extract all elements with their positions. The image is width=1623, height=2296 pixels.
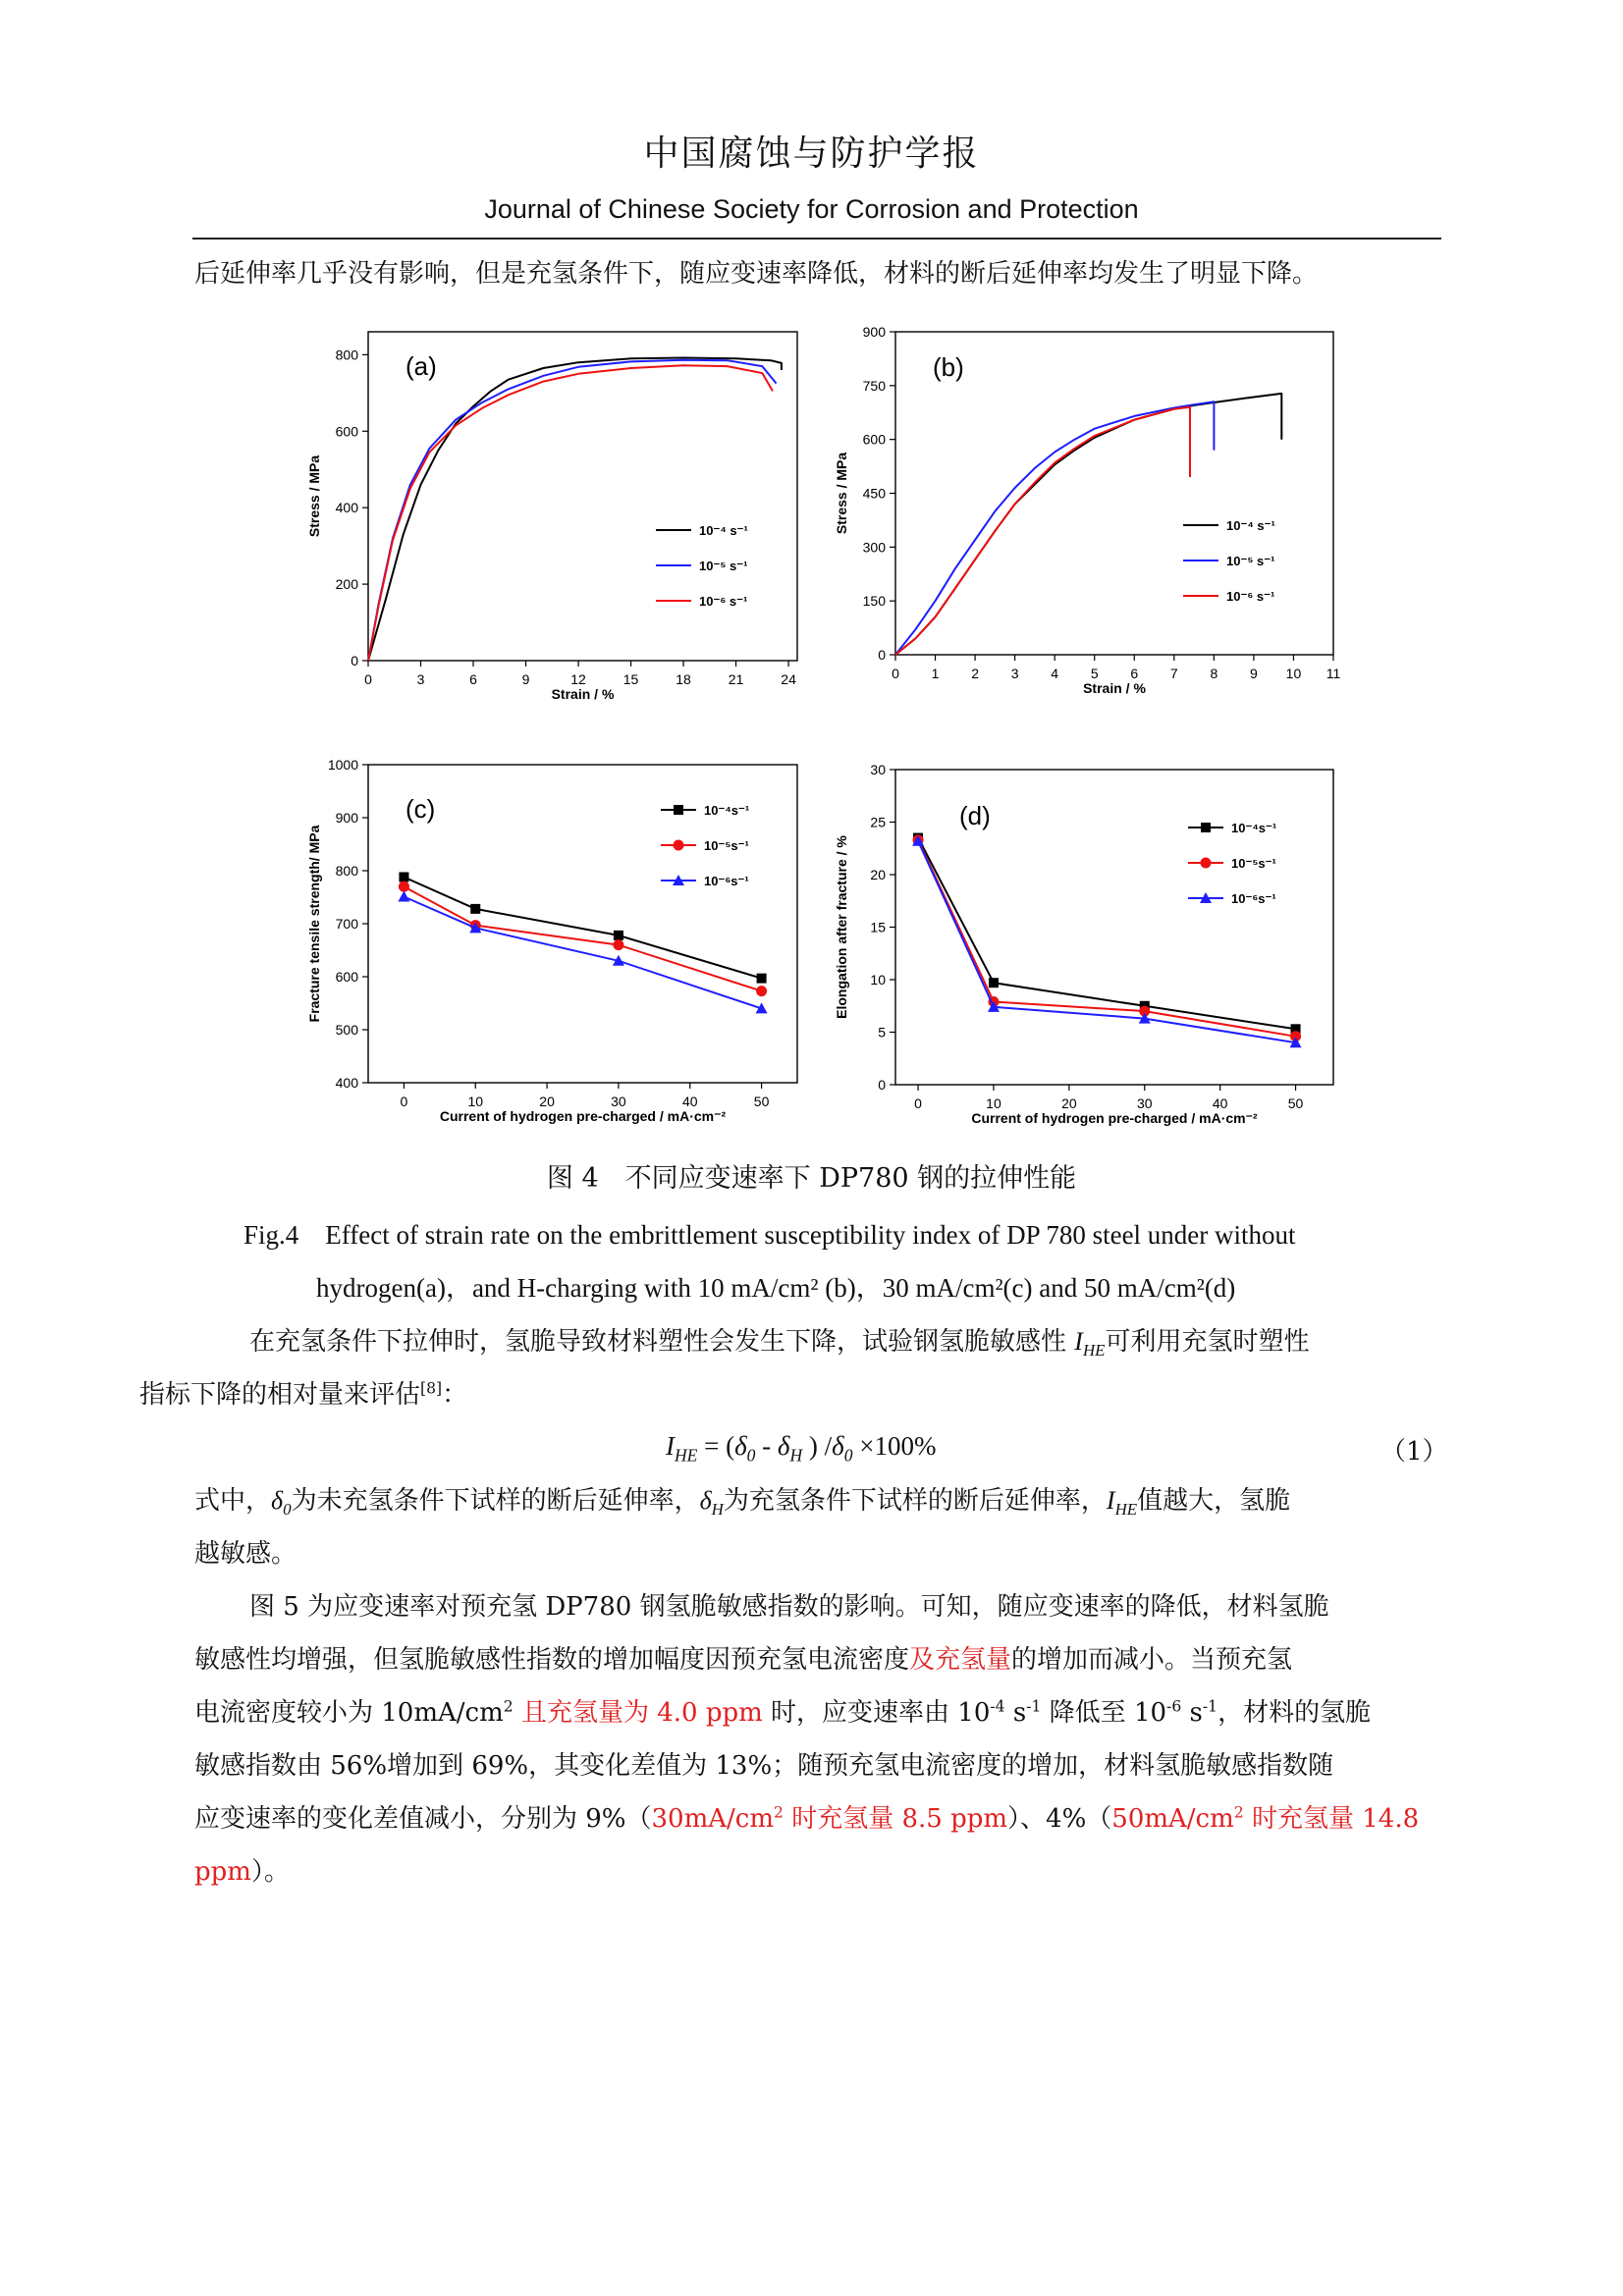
x-tick-label: 3 [1010, 666, 1019, 681]
legend-label: 10⁻⁴ s⁻¹ [699, 523, 748, 538]
series-line-1 [404, 878, 761, 979]
y-tick-label: 20 [870, 867, 886, 882]
p4-s1: 图 5 为应变速率对预充氢 DP780 钢氢脆敏感指数的影响。可知，随应变速率的降低，材料氢脆 [249, 1592, 1329, 1622]
panel-label: (a) [406, 351, 437, 381]
x-tick-label: 10 [467, 1094, 484, 1109]
paragraph-3: 式中，$\delta_0$为未充氢条件下试样的断后延伸率，$\delta_H$为充氢条件下试样的断后延伸率，$I_{HE}$值越大，氢脆 越敏感。 [194, 1486, 1291, 1569]
chart-panel-b [834, 324, 1340, 696]
series-line-3 [404, 897, 761, 1009]
y-tick-label: 0 [351, 653, 358, 668]
y-tick-label: 300 [862, 539, 886, 556]
x-tick-label: 20 [1061, 1095, 1077, 1111]
data-point [470, 904, 480, 914]
figure-caption-en-line2: hydrogen(a)，and H-charging with 10 mA/cm² (b)，30 mA/cm²(c) and 50 mA/cm²(d) [316, 1273, 1236, 1303]
p2-line2b: ： [442, 1380, 468, 1410]
figure-caption-en-line1: Fig.4 Effect of strain rate on the embrittlement susceptibility index of DP 780 steel under without [243, 1220, 1296, 1250]
x-tick-label: 3 [416, 671, 425, 687]
journal-title-en: Journal of Chinese Society for Corrosion and Protection [484, 194, 1139, 224]
p4-s3e: s [1181, 1698, 1203, 1728]
x-tick-label: 8 [1210, 666, 1218, 681]
series-line-1 [368, 358, 782, 662]
x-tick-label: 18 [676, 671, 691, 687]
p4-s3a: 电流密度较小为 10mA/cm [194, 1698, 504, 1728]
p3-c: 为充氢条件下试样的断后延伸率， [723, 1486, 1107, 1516]
p4-s5a: 应变速率的变化差值减小，分别为 9%（ [194, 1804, 652, 1834]
x-axis-label: Current of hydrogen pre-charged / mA·cm⁻² [439, 1108, 727, 1124]
legend-label: 10⁻⁶ s⁻¹ [699, 594, 748, 609]
p3-e: 越敏感。 [194, 1539, 298, 1569]
paragraph-top: 后延伸率几乎没有影响，但是充氢条件下，随应变速率降低，材料的断后延伸率均发生了明显下降。 [194, 259, 1319, 289]
p4-s6: ）。 [250, 1857, 290, 1887]
data-point [756, 986, 767, 996]
data-point [757, 974, 767, 984]
legend-marker [1201, 858, 1212, 869]
y-tick-label: 400 [335, 500, 358, 516]
y-tick-label: 600 [335, 969, 358, 985]
p2-line1b: 可利用充氢时塑性 [1105, 1327, 1310, 1357]
panel-label: (d) [959, 801, 991, 830]
legend-marker [1201, 823, 1211, 832]
p4-s3c: s [1004, 1698, 1027, 1728]
x-tick-label: 0 [364, 671, 372, 687]
p4-s4: 敏感指数由 56%增加到 69%，其变化差值为 13%；随预充氢电流密度的增加，材料氢脆敏感指数随 [194, 1751, 1334, 1781]
x-tick-label: 11 [1325, 666, 1341, 681]
y-tick-label: 0 [878, 647, 886, 663]
p3-a: 式中， [194, 1486, 272, 1516]
x-tick-label: 0 [914, 1095, 922, 1111]
equation-ihe [666, 1431, 937, 1466]
x-tick-label: 10 [1285, 666, 1302, 681]
y-tick-label: 800 [335, 863, 358, 879]
p4-s2b: 的增加而减小。当预充氢 [1011, 1645, 1293, 1675]
y-tick-label: 600 [335, 423, 358, 440]
x-tick-label: 50 [1287, 1095, 1304, 1111]
y-tick-label: 750 [862, 377, 886, 394]
panel-label: (b) [933, 352, 964, 382]
y-tick-label: 600 [862, 431, 886, 448]
legend-label: 10⁻⁵ s⁻¹ [699, 559, 748, 573]
panel-label: (c) [406, 794, 436, 824]
plot-frame [368, 332, 797, 661]
series-line-2 [404, 886, 761, 990]
y-tick-label: 1000 [327, 757, 358, 773]
series-line-3 [895, 407, 1190, 655]
p3-b: 为未充氢条件下试样的断后延伸率， [291, 1486, 700, 1516]
x-tick-label: 30 [1136, 1095, 1153, 1111]
x-tick-label: 30 [611, 1094, 626, 1109]
p4-s2-red: 及充氢量 [909, 1645, 1012, 1675]
y-tick-label: 150 [862, 593, 886, 610]
chart-panel-c [306, 757, 797, 1124]
chart-panel-d [834, 762, 1333, 1126]
y-tick-label: 450 [862, 485, 886, 502]
x-tick-label: 12 [570, 671, 586, 687]
y-tick-label: 400 [335, 1075, 358, 1091]
y-tick-label: 700 [335, 916, 358, 932]
p4-s3d: 降低至 10 [1041, 1698, 1167, 1728]
eq-symbol: $I_{HE}$ [666, 1431, 698, 1466]
legend-label: 10⁻⁵s⁻¹ [704, 838, 749, 853]
y-tick-label: 15 [870, 919, 886, 935]
y-tick-label: 5 [878, 1024, 886, 1041]
legend-label: 10⁻⁶ s⁻¹ [1226, 589, 1275, 604]
x-tick-label: 50 [753, 1094, 770, 1109]
x-tick-label: 20 [539, 1094, 555, 1109]
p2-line2a: 指标下降的相对量来评估 [139, 1380, 421, 1410]
y-tick-label: 500 [335, 1022, 358, 1038]
legend-label: 10⁻⁴ s⁻¹ [1226, 518, 1275, 533]
equation-number: （1） [1380, 1437, 1448, 1467]
x-axis-label: Strain / % [551, 686, 615, 702]
p3-d: 值越大，氢脆 [1137, 1486, 1291, 1516]
data-point [614, 931, 623, 940]
p4-s5-red2: $50mA/cm^2$ 时充氢量 14.8 [1111, 1803, 1420, 1834]
x-tick-label: 15 [622, 671, 639, 687]
data-point [398, 890, 409, 901]
p4-s5b: ）、4%（ [1007, 1804, 1112, 1834]
y-tick-label: 25 [870, 814, 886, 830]
x-tick-label: 0 [892, 666, 899, 681]
paragraph-2 [139, 1315, 1441, 1421]
series-line-2 [368, 360, 777, 661]
p4-s3f: ，材料的氢脆 [1217, 1698, 1372, 1728]
journal-title-cn: 中国腐蚀与防护学报 [643, 133, 980, 174]
x-tick-label: 6 [1130, 666, 1139, 681]
legend-marker [674, 805, 683, 815]
series-line-3 [918, 841, 1296, 1042]
legend-label: 10⁻⁶s⁻¹ [1231, 891, 1276, 906]
series-line-3 [368, 365, 773, 661]
x-tick-label: 5 [1090, 666, 1099, 681]
y-tick-label: 900 [335, 810, 358, 826]
x-tick-label: 24 [781, 671, 796, 687]
x-axis-label: Strain / % [1083, 680, 1146, 696]
y-tick-label: 900 [862, 324, 886, 340]
legend-label: 10⁻⁵s⁻¹ [1231, 856, 1276, 871]
y-axis-label: Stress / MPa [306, 454, 322, 538]
p4-s6-red: ppm [194, 1857, 251, 1887]
x-tick-label: 0 [400, 1094, 408, 1109]
legend-marker [674, 840, 684, 851]
y-tick-label: 200 [335, 576, 358, 593]
x-axis-label: Current of hydrogen pre-charged / mA·cm⁻² [971, 1110, 1258, 1126]
p4-s3-red: 且充氢量为 4.0 ppm [513, 1698, 763, 1728]
x-tick-label: 6 [469, 671, 477, 687]
y-axis-label: Stress / MPa [834, 452, 849, 535]
y-tick-label: 30 [870, 762, 886, 777]
chart-panel-a [306, 332, 797, 702]
series-line-2 [895, 401, 1214, 655]
y-tick-label: 0 [878, 1077, 886, 1093]
p2-line1a: 在充氢条件下拉伸时，氢脆导致材料塑性会发生下降，试验钢氢脆敏感性 [249, 1327, 1075, 1357]
y-tick-label: 800 [335, 347, 358, 363]
data-point [399, 881, 409, 892]
x-tick-label: 1 [931, 666, 940, 681]
x-tick-label: 9 [1250, 666, 1258, 681]
y-axis-label: Elongation after fracture / % [834, 835, 849, 1019]
p2-line2 [139, 1368, 467, 1421]
paragraph-4: 图 5 为应变速率对预充氢 DP780 钢氢脆敏感指数的影响。可知，随应变速率的降低，材料氢脆 敏感性均增强，但氢脆敏感性指数的增加幅度因预充氢电流密度及充氢量的增加而减小。当预充氢 电流密度较小为 $10mA/cm^2$ 且充氢量为 4.0 ppm 时，应变速率由 $10^{-4}$ $s^{-1}$ 降低至 $10^{-6}$ $s^{-1}$，材料的氢脆 敏感指数由 56%增加到 69%，其变化差值为 13%；随预充氢电流密度的增加，材料氢脆敏感指数随 应变速率的变化差值减小，分别为 $9\%(30mA/cm^2$ 时充氢量 8.5 ppm）、$4\%(50mA/cm^2$ 时充氢量 14.8 ppm）。 [194, 1592, 1420, 1887]
x-tick-label: 2 [971, 666, 979, 681]
x-tick-label: 4 [1051, 666, 1059, 681]
p4-s2a: 敏感性均增强，但氢脆敏感性指数的增加幅度因预充氢电流密度 [194, 1645, 910, 1675]
data-point [989, 978, 999, 988]
x-tick-label: 7 [1169, 666, 1178, 681]
legend-label: 10⁻⁴s⁻¹ [1231, 821, 1277, 835]
x-tick-label: 21 [728, 671, 744, 687]
p4-s3b: 时，应变速率由 10 [762, 1698, 991, 1728]
legend-label: 10⁻⁵ s⁻¹ [1226, 554, 1275, 568]
p4-s5-red1: $30mA/cm^2$ 时充氢量 8.5 ppm [651, 1803, 1008, 1834]
x-tick-label: 40 [681, 1094, 698, 1109]
ihe-symbol: $I_{HE}$ [1074, 1327, 1106, 1361]
data-point [613, 939, 623, 950]
y-axis-label: Fracture tensile strength/ MPa [306, 825, 322, 1023]
x-tick-label: 40 [1212, 1095, 1228, 1111]
x-tick-label: 9 [521, 671, 530, 687]
data-point [399, 872, 408, 881]
x-tick-label: 10 [986, 1095, 1001, 1111]
citation-8: [8] [420, 1379, 443, 1398]
y-tick-label: 10 [870, 972, 886, 988]
legend-label: 10⁻⁶s⁻¹ [704, 874, 749, 888]
eq-body: = ($\delta_0 - \delta_H$ ) $/\delta_0 \times 100\%$ [704, 1431, 937, 1466]
figure-caption-cn: 图 4 不同应变速率下 DP780 钢的拉伸性能 [546, 1163, 1077, 1194]
legend-label: 10⁻⁴s⁻¹ [704, 803, 750, 818]
